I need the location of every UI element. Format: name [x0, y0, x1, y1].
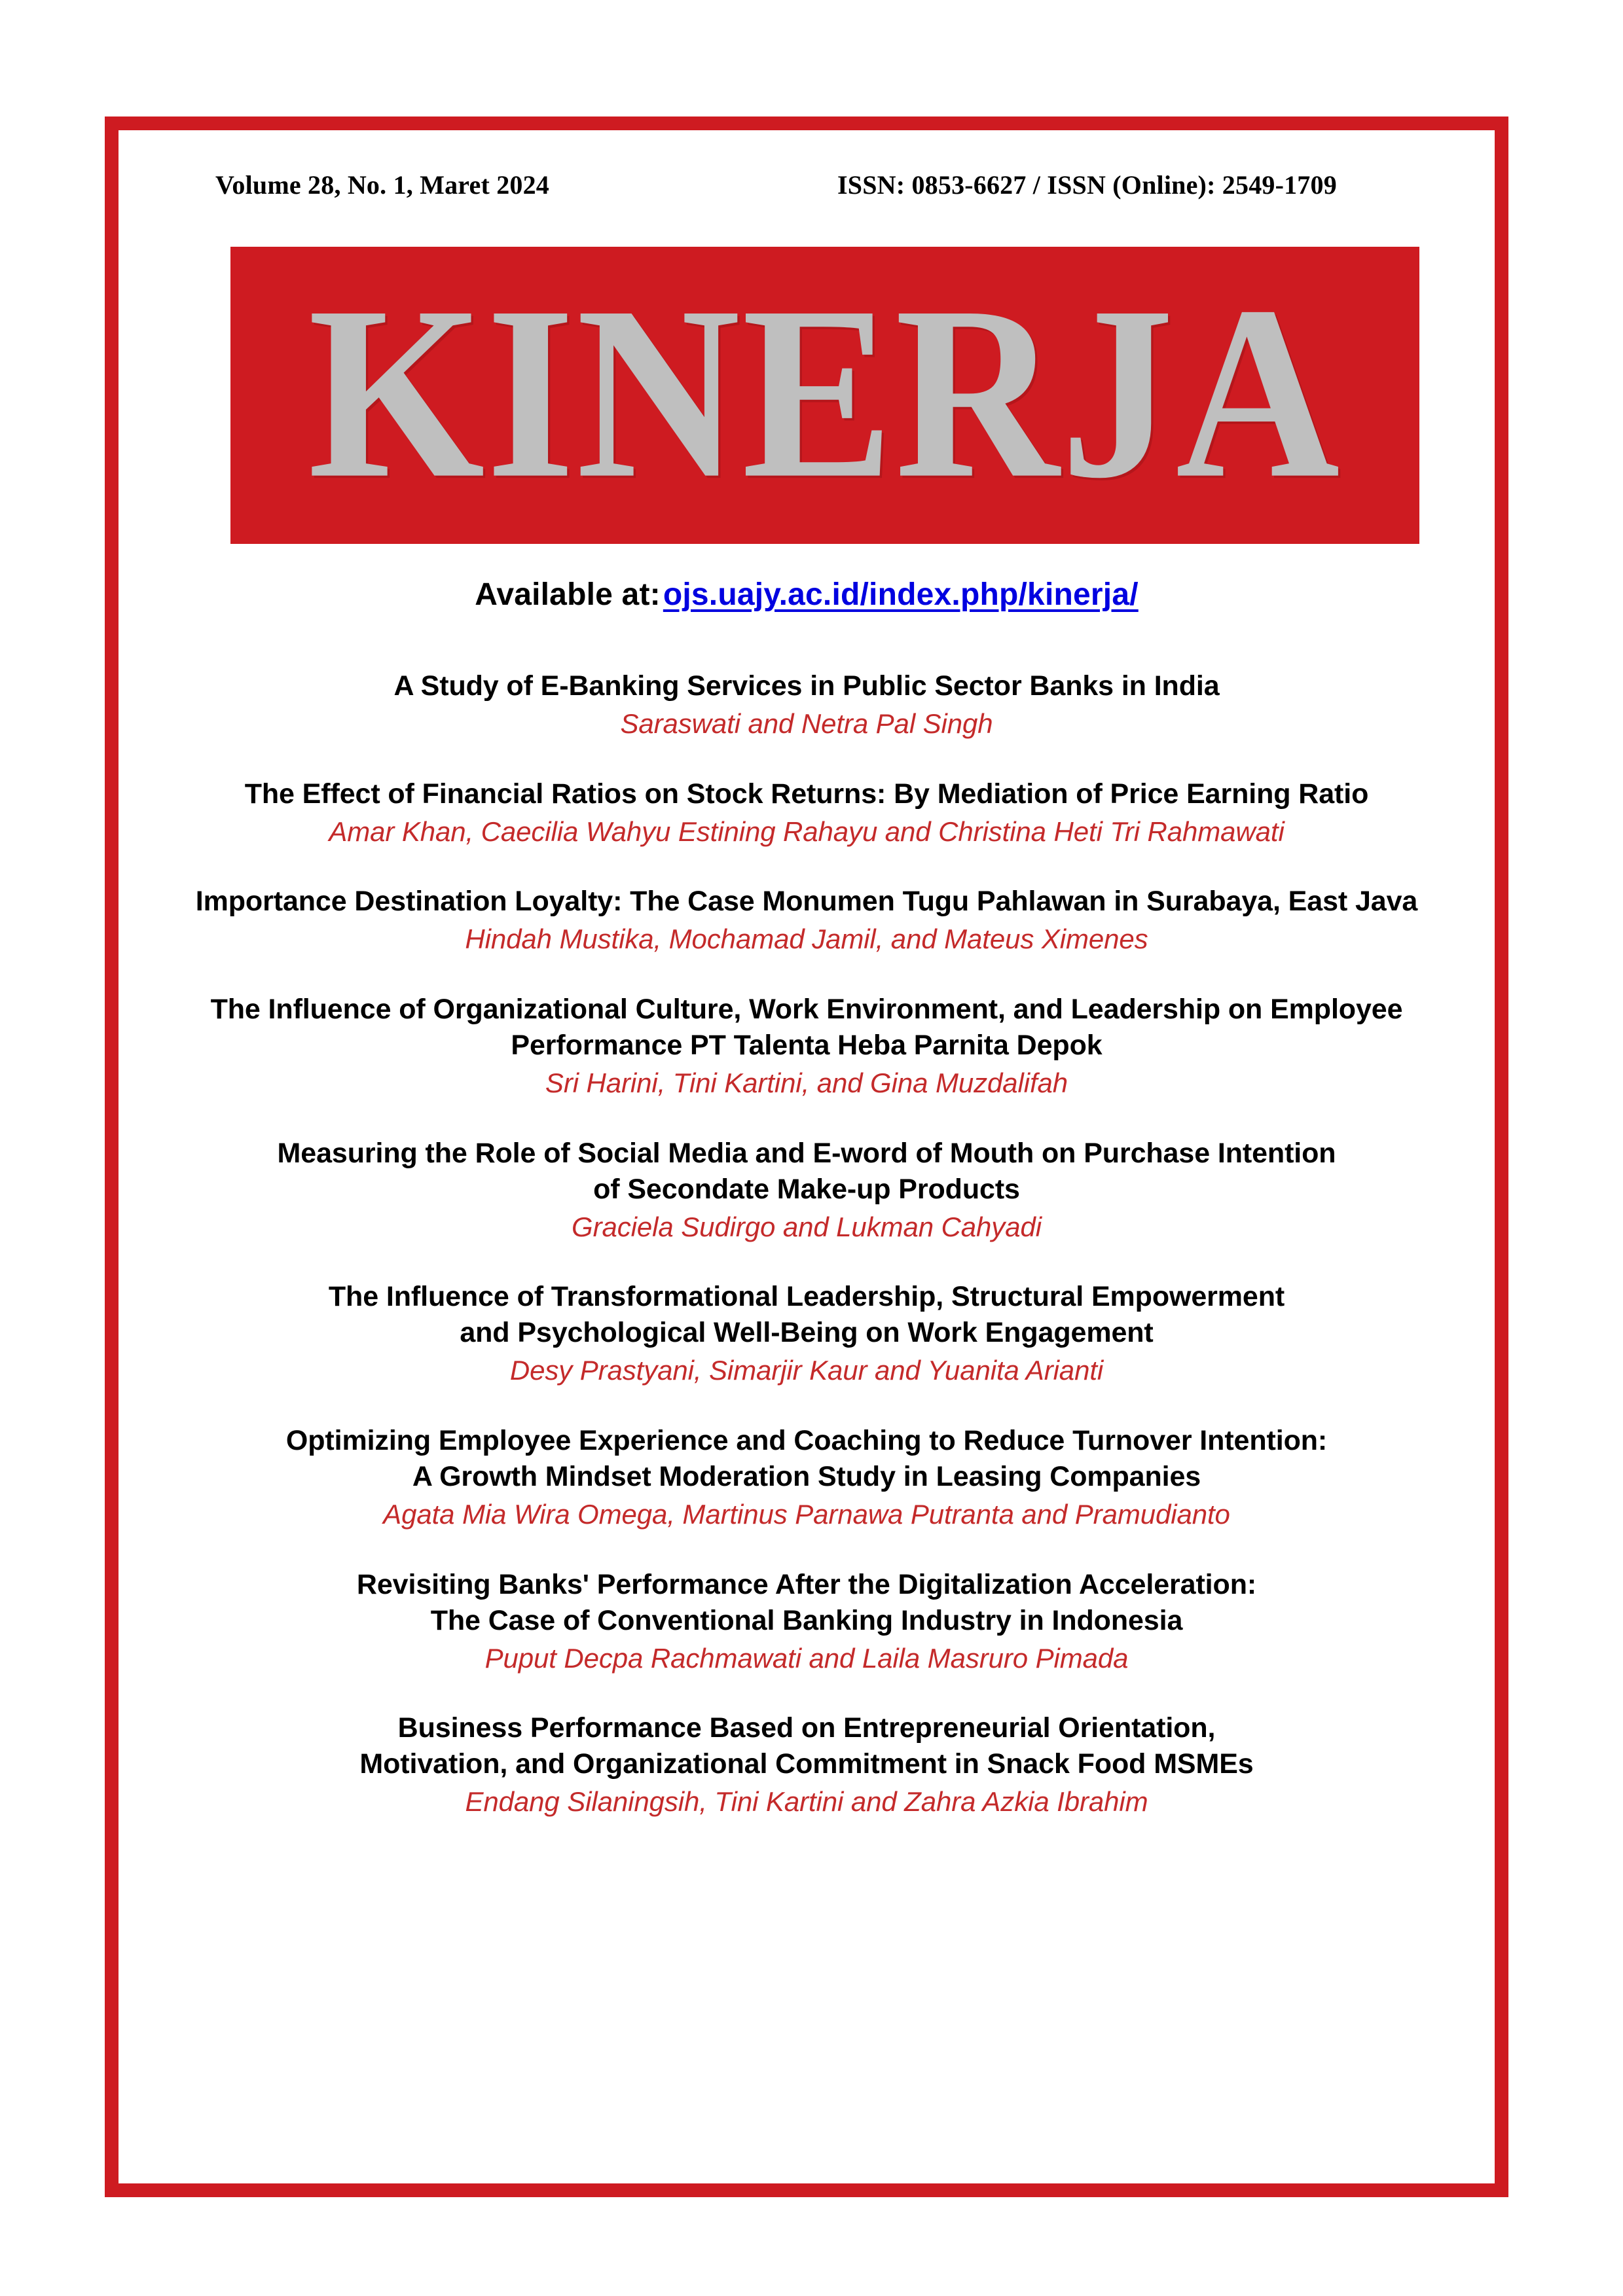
article-title — [158, 1279, 1455, 1351]
cover-content — [119, 130, 1495, 2183]
article-title-line: Revisiting Banks' Performance After the Digitalization Acceleration: — [356, 1568, 1257, 1600]
article-title — [158, 992, 1455, 1064]
article-authors: Hindah Mustika, Mochamad Jamil, and Mateus Ximenes — [465, 924, 1148, 955]
available-at-row — [119, 577, 1495, 613]
table-of-contents — [158, 668, 1455, 1854]
article-title-line: A Study of E-Banking Services in Public Sector Banks in India — [393, 670, 1220, 702]
article-title — [158, 668, 1455, 704]
article-title-line: A Growth Mindset Moderation Study in Leasing Companies — [412, 1460, 1201, 1492]
article-authors: Sri Harini, Tini Kartini, and Gina Muzdalifah — [545, 1067, 1068, 1098]
article-authors: Endang Silaningsih, Tini Kartini and Zahra Azkia Ibrahim — [465, 1786, 1148, 1818]
article-title — [158, 884, 1455, 920]
article-authors: Desy Prastyani, Simarjir Kaur and Yuanita Arianti — [509, 1355, 1104, 1386]
article-entry[interactable] — [158, 1423, 1455, 1533]
article-entry[interactable] — [158, 1136, 1455, 1246]
journal-website-link[interactable]: ojs.uajy.ac.id/index.php/kinerja/ — [663, 577, 1139, 612]
article-title-line: The Effect of Financial Ratios on Stock Returns: By Mediation of Price Earning Ratio — [244, 778, 1369, 810]
available-at-label: Available at: — [475, 577, 661, 612]
article-title-line: Measuring the Role of Social Media and E-word of Mouth on Purchase Intention — [277, 1137, 1336, 1169]
article-title — [158, 1567, 1455, 1639]
article-authors: Graciela Sudirgo and Lukman Cahyadi — [572, 1211, 1042, 1242]
article-title — [158, 1423, 1455, 1495]
kinerja-logo-block — [230, 247, 1419, 544]
article-title-line: Motivation, and Organizational Commitment in Snack Food MSMEs — [359, 1748, 1254, 1780]
article-authors: Puput Decpa Rachmawati and Laila Masruro Pimada — [484, 1642, 1129, 1674]
article-entry[interactable] — [158, 884, 1455, 958]
article-title-line: and Psychological Well-Being on Work Engagement — [460, 1317, 1154, 1349]
article-entry[interactable] — [158, 992, 1455, 1102]
article-title-line: Optimizing Employee Experience and Coaching to Reduce Turnover Intention: — [285, 1424, 1328, 1456]
journal-title-logo: KINERJA — [308, 255, 1342, 530]
article-title — [158, 1136, 1455, 1208]
cover-meta-row — [119, 170, 1495, 200]
article-entry[interactable] — [158, 1279, 1455, 1389]
article-entry[interactable] — [158, 1567, 1455, 1677]
article-entry[interactable] — [158, 1710, 1455, 1820]
article-authors: Agata Mia Wira Omega, Martinus Parnawa Putranta and Pramudianto — [383, 1498, 1230, 1530]
article-entry[interactable] — [158, 668, 1455, 742]
issn-line: ISSN: 0853-6627 / ISSN (Online): 2549-1709 — [837, 170, 1337, 200]
article-title-line: The Case of Conventional Banking Industry in Indonesia — [430, 1604, 1183, 1636]
article-title-line: The Influence of Transformational Leadership, Structural Empowerment — [328, 1281, 1285, 1313]
article-authors: Saraswati and Netra Pal Singh — [620, 708, 993, 740]
article-title-line: Importance Destination Loyalty: The Case Monumen Tugu Pahlawan in Surabaya, East Java — [195, 886, 1418, 918]
article-title-line: Business Performance Based on Entrepreneurial Orientation, — [397, 1712, 1216, 1744]
volume-issue-date: Volume 28, No. 1, Maret 2024 — [215, 170, 549, 200]
article-title-line: The Influence of Organizational Culture, Work Environment, and Leadership on Employee — [210, 993, 1403, 1025]
article-entry[interactable] — [158, 776, 1455, 850]
article-title-line: Performance PT Talenta Heba Parnita Depok — [511, 1029, 1103, 1061]
article-authors: Amar Khan, Caecilia Wahyu Estining Rahayu and Christina Heti Tri Rahmawati — [329, 816, 1285, 847]
cover-red-frame — [105, 117, 1508, 2197]
article-title-line: of Secondate Make-up Products — [593, 1173, 1020, 1205]
article-title — [158, 1710, 1455, 1782]
article-title — [158, 776, 1455, 812]
